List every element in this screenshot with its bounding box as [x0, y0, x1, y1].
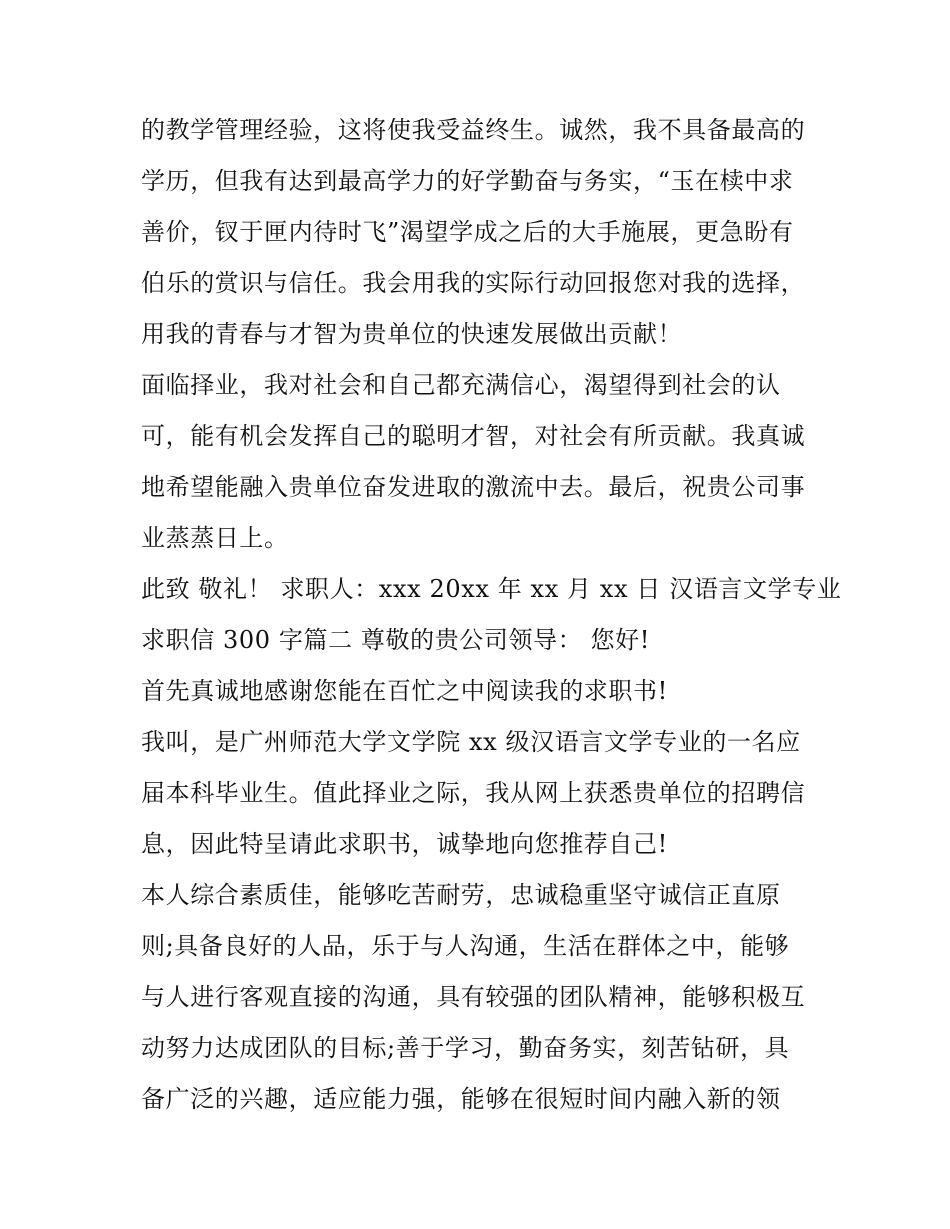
- text-line: 的教学管理经验，这将使我受益终生。诚然，我不具备最高的: [141, 116, 806, 144]
- text-line: 伯乐的赏识与信任。我会用我的实际行动回报您对我的选择，: [141, 269, 806, 297]
- text-line: 善价，钗于匣内待时飞”渴望学成之后的大手施展，更急盼有: [141, 218, 794, 246]
- text-line: 学历，但我有达到最高学力的好学勤奋与务实，“玉在椟中求: [141, 167, 794, 195]
- body-text: [141, 105, 842, 1125]
- text-line: 本人综合素质佳，能够吃苦耐劳，忠诚稳重坚守诚信正直原: [141, 881, 781, 909]
- text-line: 地希望能融入贵单位奋发进取的激流中去。最后，祝贵公司事: [141, 473, 806, 501]
- text-line: 动努力达成团队的目标;善于学习，勤奋务实，刻苦钻研，具: [141, 1034, 790, 1062]
- text-line: 届本科毕业生。值此择业之际，我从网上获悉贵单位的招聘信: [141, 779, 806, 807]
- text-line: 我叫，是广州师范大学文学院 xx 级汉语言文学专业的一名应: [141, 728, 801, 756]
- text-line: 备广泛的兴趣，适应能力强，能够在很短时间内融入新的领: [141, 1085, 781, 1113]
- text-line: 业蒸蒸日上。: [141, 524, 289, 552]
- text-line: 此致 敬礼！ 求职人：xxx 20xx 年 xx 月 xx 日 汉语言文学专业: [141, 575, 842, 603]
- text-line: 用我的青春与才智为贵单位的快速发展做出贡献！: [141, 320, 683, 348]
- text-line: 面临择业，我对社会和自己都充满信心，渴望得到社会的认: [141, 371, 781, 399]
- text-line: 息，因此特呈请此求职书，诚挚地向您推荐自己!: [141, 830, 668, 858]
- text-line: 可，能有机会发挥自己的聪明才智，对社会有所贡献。我真诚: [141, 422, 806, 450]
- text-line: 与人进行客观直接的沟通，具有较强的团队精神，能够积极互: [141, 983, 806, 1011]
- text-line: 则;具备良好的人品，乐于与人沟通，生活在群体之中，能够: [141, 932, 790, 960]
- text-line: 首先真诚地感谢您能在百忙之中阅读我的求职书!: [141, 677, 668, 705]
- text-line: 求职信 300 字篇二 尊敬的贵公司领导： 您好!: [141, 626, 650, 654]
